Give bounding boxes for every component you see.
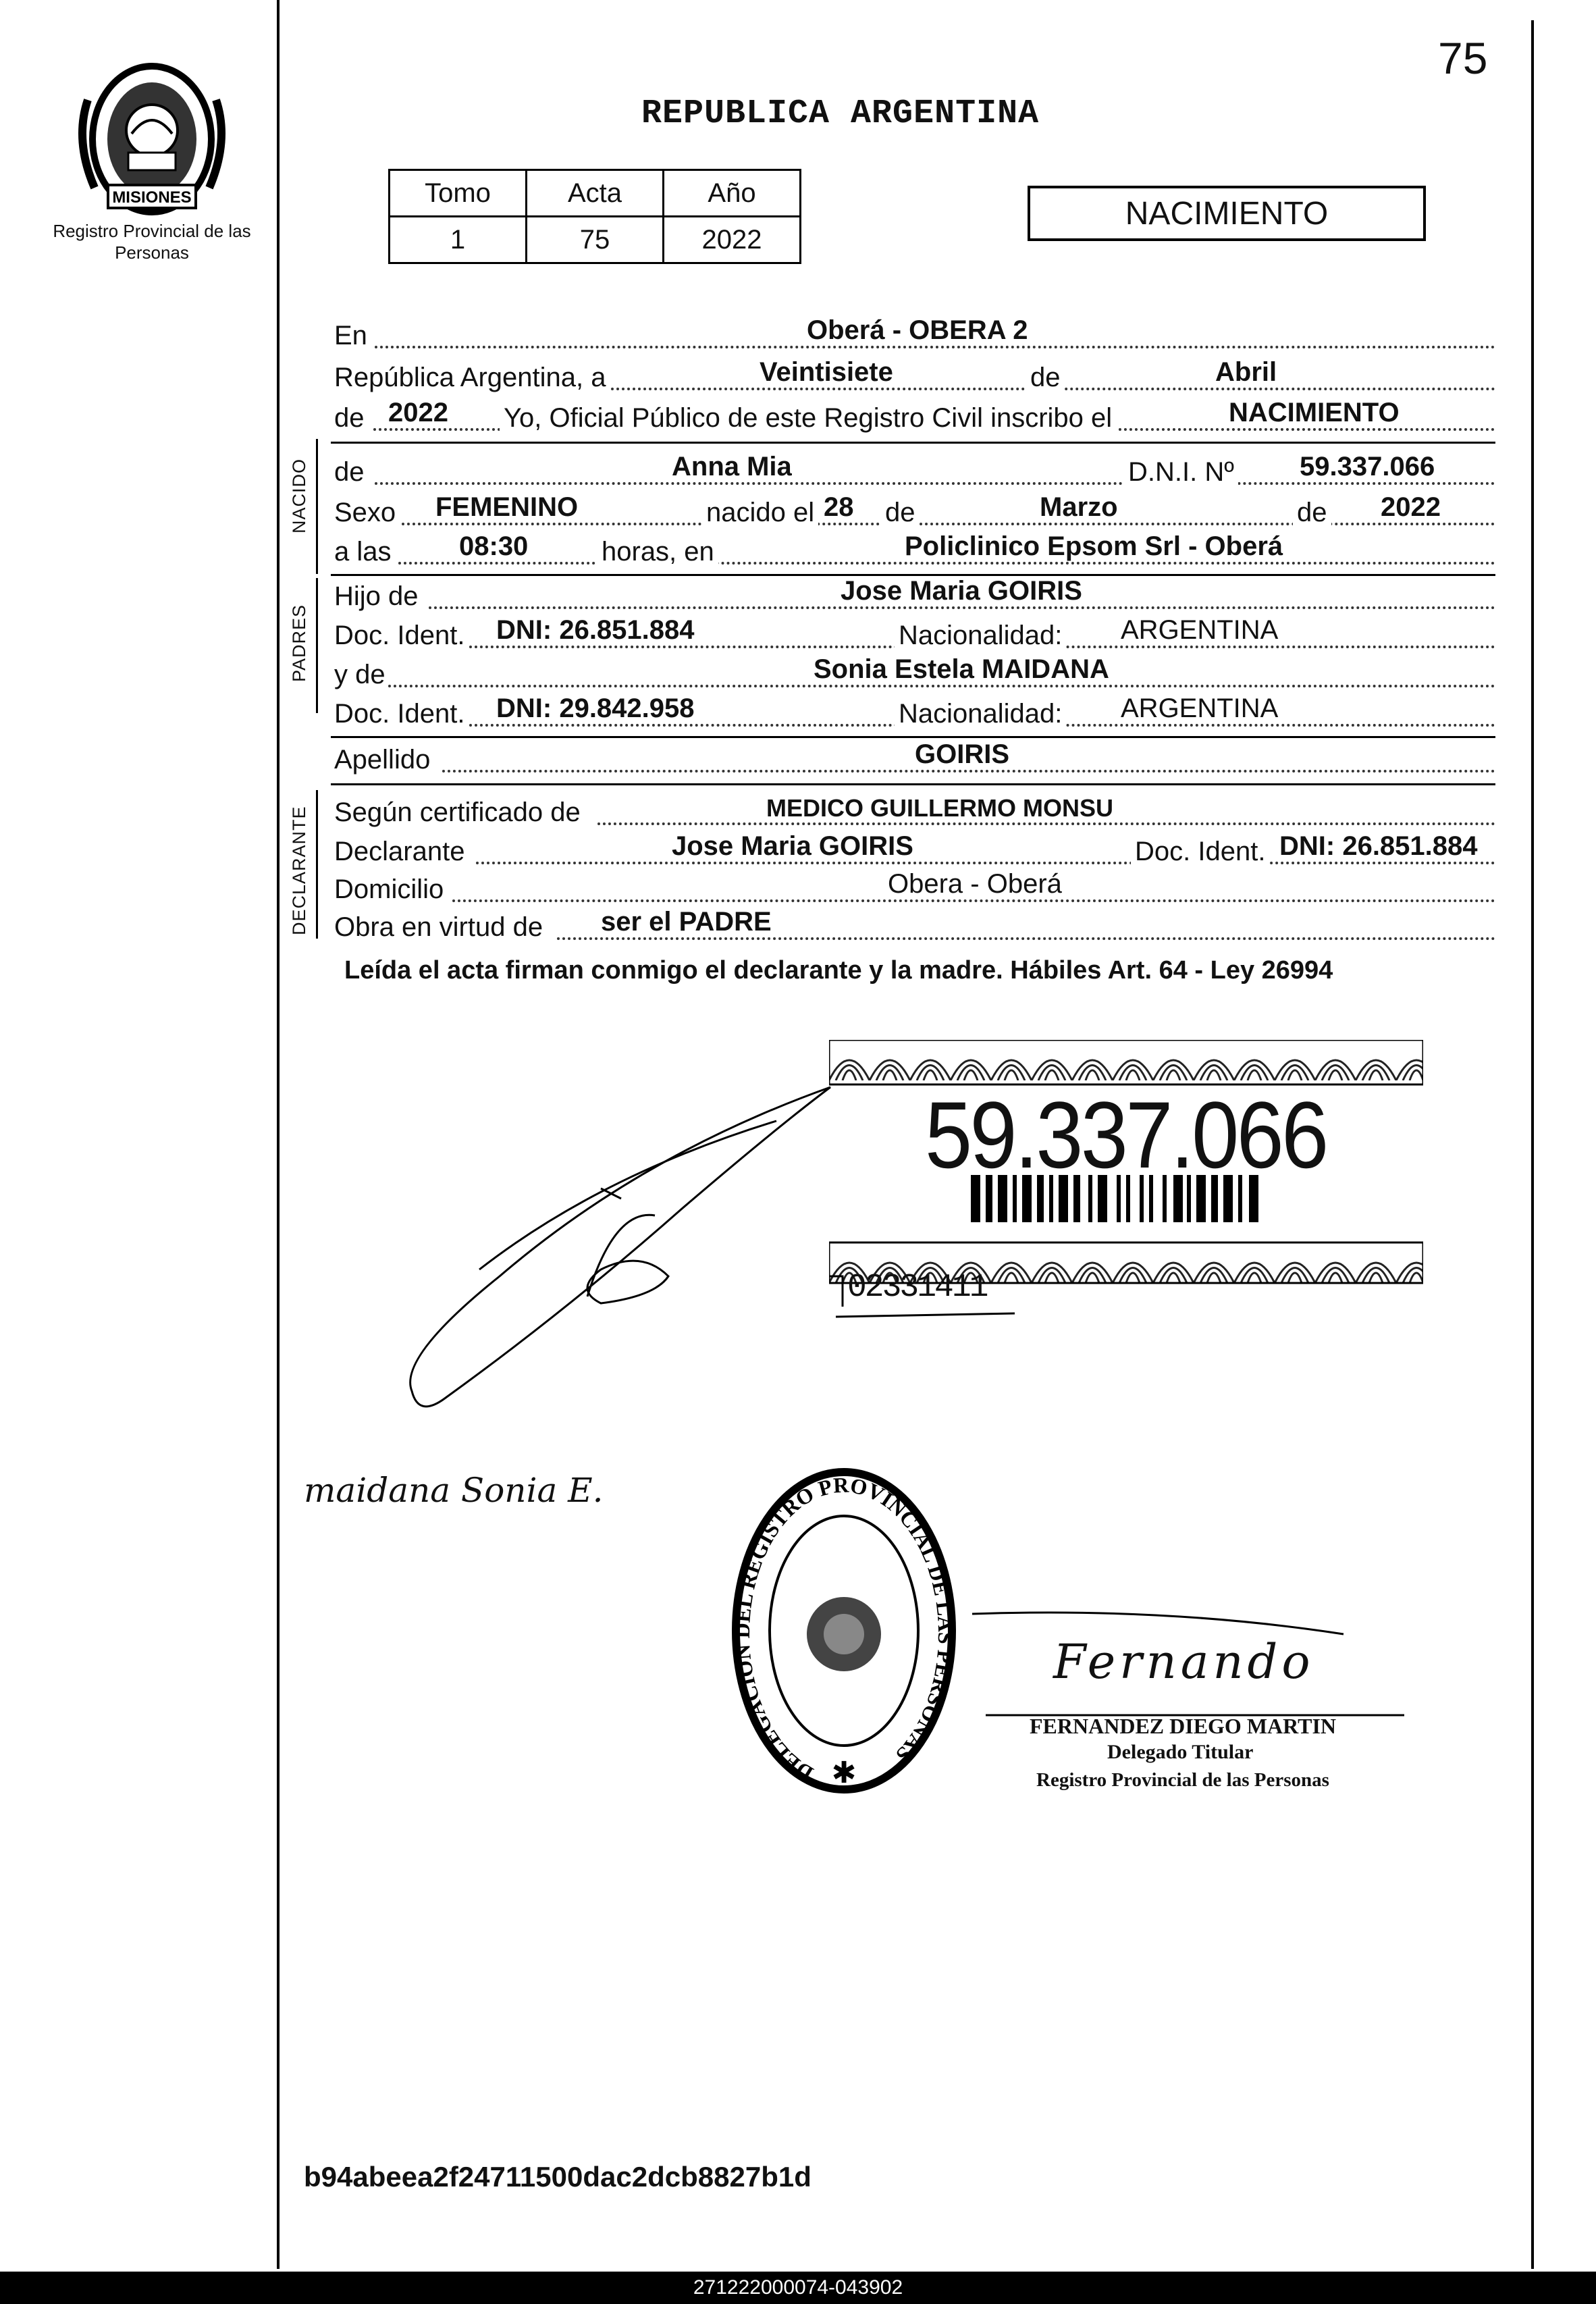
en-label: En <box>334 321 367 350</box>
declarante-doc: DNI: 26.851.884 <box>1279 831 1478 861</box>
birth-year: 2022 <box>1381 492 1441 522</box>
mother-doc-label: Doc. Ident. <box>334 699 465 729</box>
year-label: de <box>334 403 365 433</box>
registry-name: Registro Provincial de las Personas <box>53 221 251 263</box>
table-value-anio: 2022 <box>664 217 801 263</box>
official-text: Yo, Oficial Público de este Registro Civil inscribo el <box>500 403 1116 434</box>
father-name: Jose Maria GOIRIS <box>841 576 1082 606</box>
officer-org: Registro Provincial de las Personas <box>1036 1769 1329 1791</box>
row-virtud <box>334 909 1495 943</box>
mother-signature: maidana Sonia E. <box>304 1471 604 1510</box>
birth-time: 08:30 <box>459 531 529 561</box>
sexo-label: Sexo <box>334 498 396 527</box>
official-stamp <box>729 1465 959 1796</box>
section-nacido-label: NACIDO <box>289 458 309 533</box>
alas-label: a las <box>334 537 392 567</box>
row-year <box>334 400 1495 434</box>
declarante-doc-label: Doc. Ident. <box>1131 837 1269 867</box>
row-hijo <box>334 578 1495 612</box>
left-margin-line <box>277 0 280 2269</box>
month-value: Abril <box>1215 357 1277 387</box>
row-sexo <box>334 494 1495 528</box>
apellido-value: GOIRIS <box>915 739 1010 769</box>
officer-name: FERNANDEZ DIEGO MARTIN <box>1030 1714 1337 1738</box>
row-en <box>334 317 1495 351</box>
birth-day: 28 <box>824 492 854 522</box>
control-number: 02331411 <box>847 1269 987 1306</box>
declarant-signature <box>398 1074 871 1425</box>
domicilio-value: Obera - Oberá <box>888 869 1062 899</box>
page-number: 75 <box>1438 33 1488 83</box>
table-header-anio: Año <box>664 170 801 217</box>
nacido-el-label: nacido el <box>702 498 818 528</box>
cert-value: MEDICO GUILLERMO MONSU <box>766 794 1113 822</box>
row-mother <box>334 656 1495 690</box>
volume-act-year-table <box>388 169 801 264</box>
document-hash: b94abeea2f24711500dac2dcb8827b1d <box>304 2161 812 2193</box>
row-father-doc <box>334 617 1495 651</box>
row-declarante <box>334 833 1495 867</box>
misiones-logo <box>74 59 230 221</box>
declarante-label: Declarante <box>334 837 465 866</box>
stamp-ring-text: DELEGACION DEL REGISTRO PROVINCIAL DE LAS PERSONAS <box>729 1472 959 1787</box>
sexo-value: FEMENINO <box>435 492 579 522</box>
sticker-dni-number: 59.337.066 <box>925 1082 1327 1188</box>
document-title: REPUBLICA ARGENTINA <box>641 95 1040 133</box>
birth-de-label: de <box>881 498 920 528</box>
row-domicilio <box>334 871 1495 905</box>
row-apellido <box>334 741 1495 775</box>
de-label: de <box>1026 363 1065 393</box>
republica-label: República Argentina, a <box>334 363 606 392</box>
mother-name: Sonia Estela MAIDANA <box>814 654 1109 684</box>
logo-text: MISIONES <box>112 188 192 207</box>
child-dni: 59.337.066 <box>1300 452 1435 481</box>
year-value: 2022 <box>388 398 448 427</box>
father-doc-label: Doc. Ident. <box>334 621 465 650</box>
row-hora <box>334 533 1495 567</box>
mother-doc: DNI: 29.842.958 <box>496 693 695 723</box>
father-nat-label: Nacionalidad: <box>895 621 1066 651</box>
father-doc: DNI: 26.851.884 <box>496 615 695 645</box>
horas-label: horas, en <box>597 537 718 567</box>
declarante-value: Jose Maria GOIRIS <box>672 831 913 861</box>
row-republica <box>334 359 1495 393</box>
birth-month: Marzo <box>1040 492 1118 522</box>
virtud-label: Obra en virtud de <box>334 912 543 942</box>
nacido-de-label: de <box>334 457 365 487</box>
row-certificado <box>334 794 1495 828</box>
day-value: Veintisiete <box>760 357 893 387</box>
hijo-label: Hijo de <box>334 581 419 611</box>
en-value: Oberá - OBERA 2 <box>807 315 1028 345</box>
table-header-acta: Acta <box>527 170 664 217</box>
table-value-tomo: 1 <box>390 217 527 263</box>
svg-text:✱: ✱ <box>831 1756 857 1789</box>
mother-nationality: ARGENTINA <box>1121 693 1279 723</box>
inscribe-value: NACIMIENTO <box>1229 398 1400 427</box>
officer-role: Delegado Titular <box>1107 1741 1254 1763</box>
birth-place: Policlinico Epsom Srl - Oberá <box>905 531 1283 561</box>
section-declarante-label: DECLARANTE <box>289 806 309 935</box>
table-value-acta: 75 <box>527 217 664 263</box>
apellido-label: Apellido <box>334 745 431 775</box>
section-padres-label: PADRES <box>289 604 309 682</box>
yde-label: y de <box>334 660 385 689</box>
birth-de-label-2: de <box>1293 498 1331 528</box>
father-nationality: ARGENTINA <box>1121 615 1279 645</box>
act-type-box: NACIMIENTO <box>1028 186 1426 241</box>
mother-nat-label: Nacionalidad: <box>895 699 1066 729</box>
officer-signature: Fernando <box>1053 1634 1314 1690</box>
row-nacido-name <box>334 454 1495 488</box>
cert-label: Según certificado de <box>334 797 581 827</box>
child-name: Anna Mia <box>672 452 792 481</box>
closing-note: Leída el acta firman conmigo el declarante y la madre. Hábiles Art. 64 - Ley 26994 <box>344 956 1333 985</box>
right-margin-line <box>1531 20 1534 2269</box>
row-mother-doc <box>334 693 1495 729</box>
dni-label: D.N.I. Nº <box>1124 457 1238 488</box>
virtud-value: ser el PADRE <box>601 907 772 937</box>
table-header-tomo: Tomo <box>390 170 527 217</box>
domicilio-label: Domicilio <box>334 874 444 904</box>
footer-id-bar: 271222000074-043902 <box>0 2272 1596 2304</box>
